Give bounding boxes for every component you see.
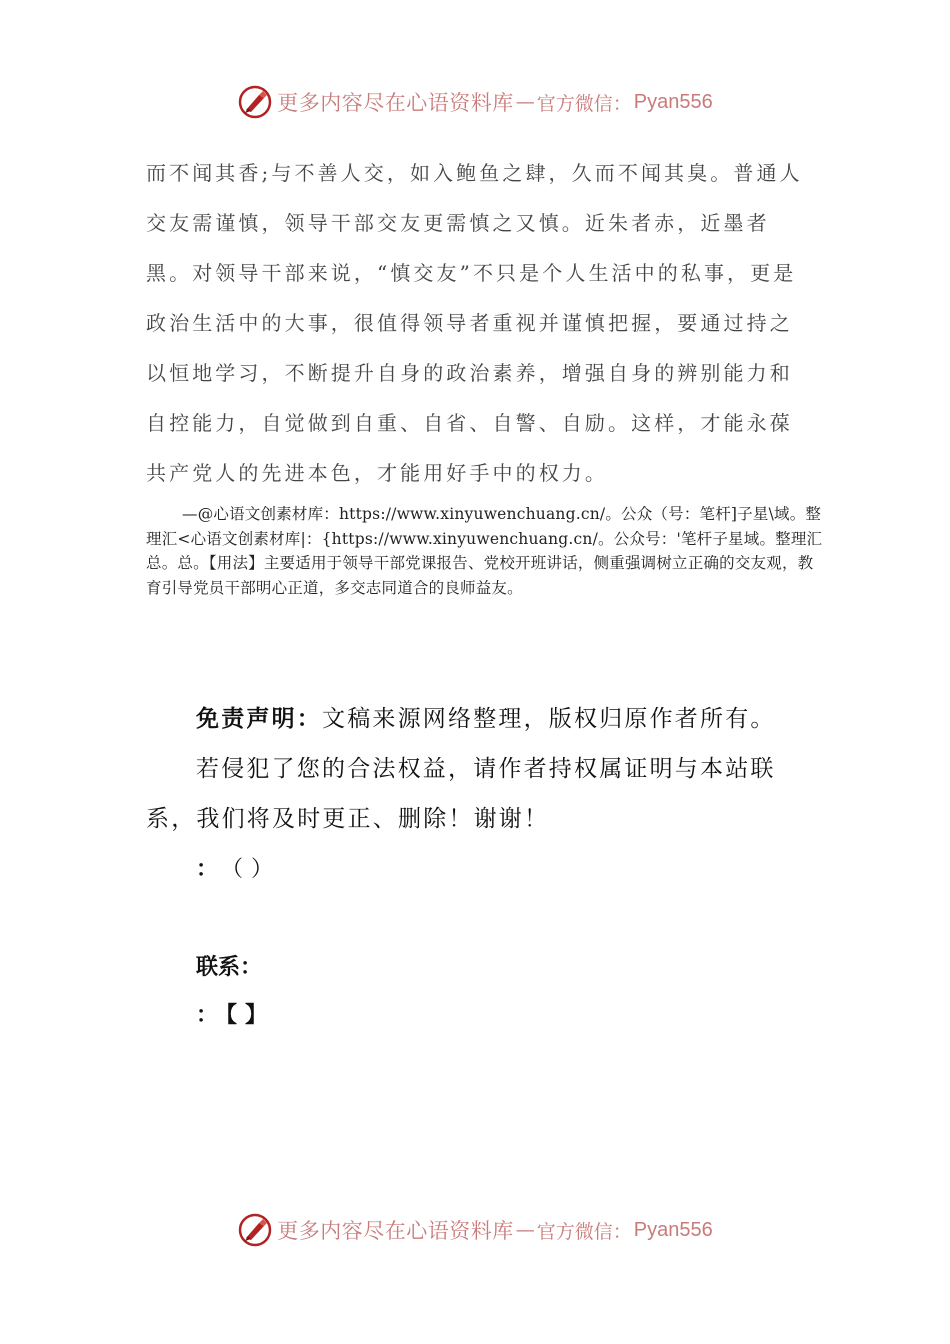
row2-bracket: 【】 [226,1003,276,1028]
banner-wechat-id: Pyan556 [633,90,713,113]
banner-dash: — [515,91,535,113]
disclaimer-label: 免责声明： [196,706,322,732]
banner-text: 更多内容尽在心语资料库 [277,91,514,115]
disclaimer-line2: 若侵犯了您的合法权益，请作者持权属证明与本站联系，我们将及时更正、删除！谢谢！ [146,756,776,832]
body-paragraph: 而不闻其香;与不善人交，如入鲍鱼之肆，久而不闻其臭。普通人交友需谨慎，领导干部交友更需慎之又慎。近朱者赤，近墨者黑。对领导干部来说，“慎交友”不只是个人生活中的私事，更是政治生活中的大事，很值得领导者重视并谨慎把握，要通过持之以恒地学习，不断提升自身的政治素养，增强自身的辨别能力和自控能力，自觉做到自重、自省、自警、自励。这样，才能永葆共产党人的先进本色，才能用好手中的权力。 [146,161,803,485]
placeholder-row-paren [196,852,281,883]
disclaimer-line1: 文稿来源网络整理，版权归原作者所有。 [322,706,776,732]
header-banner [0,80,950,124]
banner-content [237,84,712,120]
pen-nib-logo-icon [237,1212,273,1248]
row1-paren: （） [232,857,282,882]
disclaimer [146,694,812,844]
banner-wechat-label: 官方微信： [536,92,632,115]
row2-colon: ： [196,1003,219,1028]
footer-banner-text: 更多内容尽在心语资料库 [277,1219,514,1243]
footer-banner-content [237,1212,712,1248]
pen-nib-logo-icon [237,84,273,120]
footer-wechat-label: 官方微信： [536,1220,632,1243]
source-note: —@心语文创素材库：https://www.xinyuwenchuang.cn/。公众（号：笔杆]子星\域。整理汇<心语文创素材库|：{https://www.xinyuwenchuang.cn/。公众号：'笔杆子星域。整理汇总。总。【用法】主要适用于领导干部党课报告、党校开班讲话，侧重强调树立正确的交友观，教育引导党员干部明心正道，多交志同道合的良师益友。 [146,505,823,597]
footer-banner [0,1208,950,1252]
footer-banner-dash: — [515,1219,535,1241]
contact-label: 联系： [196,955,263,980]
footer-wechat-id: Pyan556 [633,1218,713,1241]
row1-colon: ： [196,857,219,882]
placeholder-row-bracket [196,998,275,1029]
